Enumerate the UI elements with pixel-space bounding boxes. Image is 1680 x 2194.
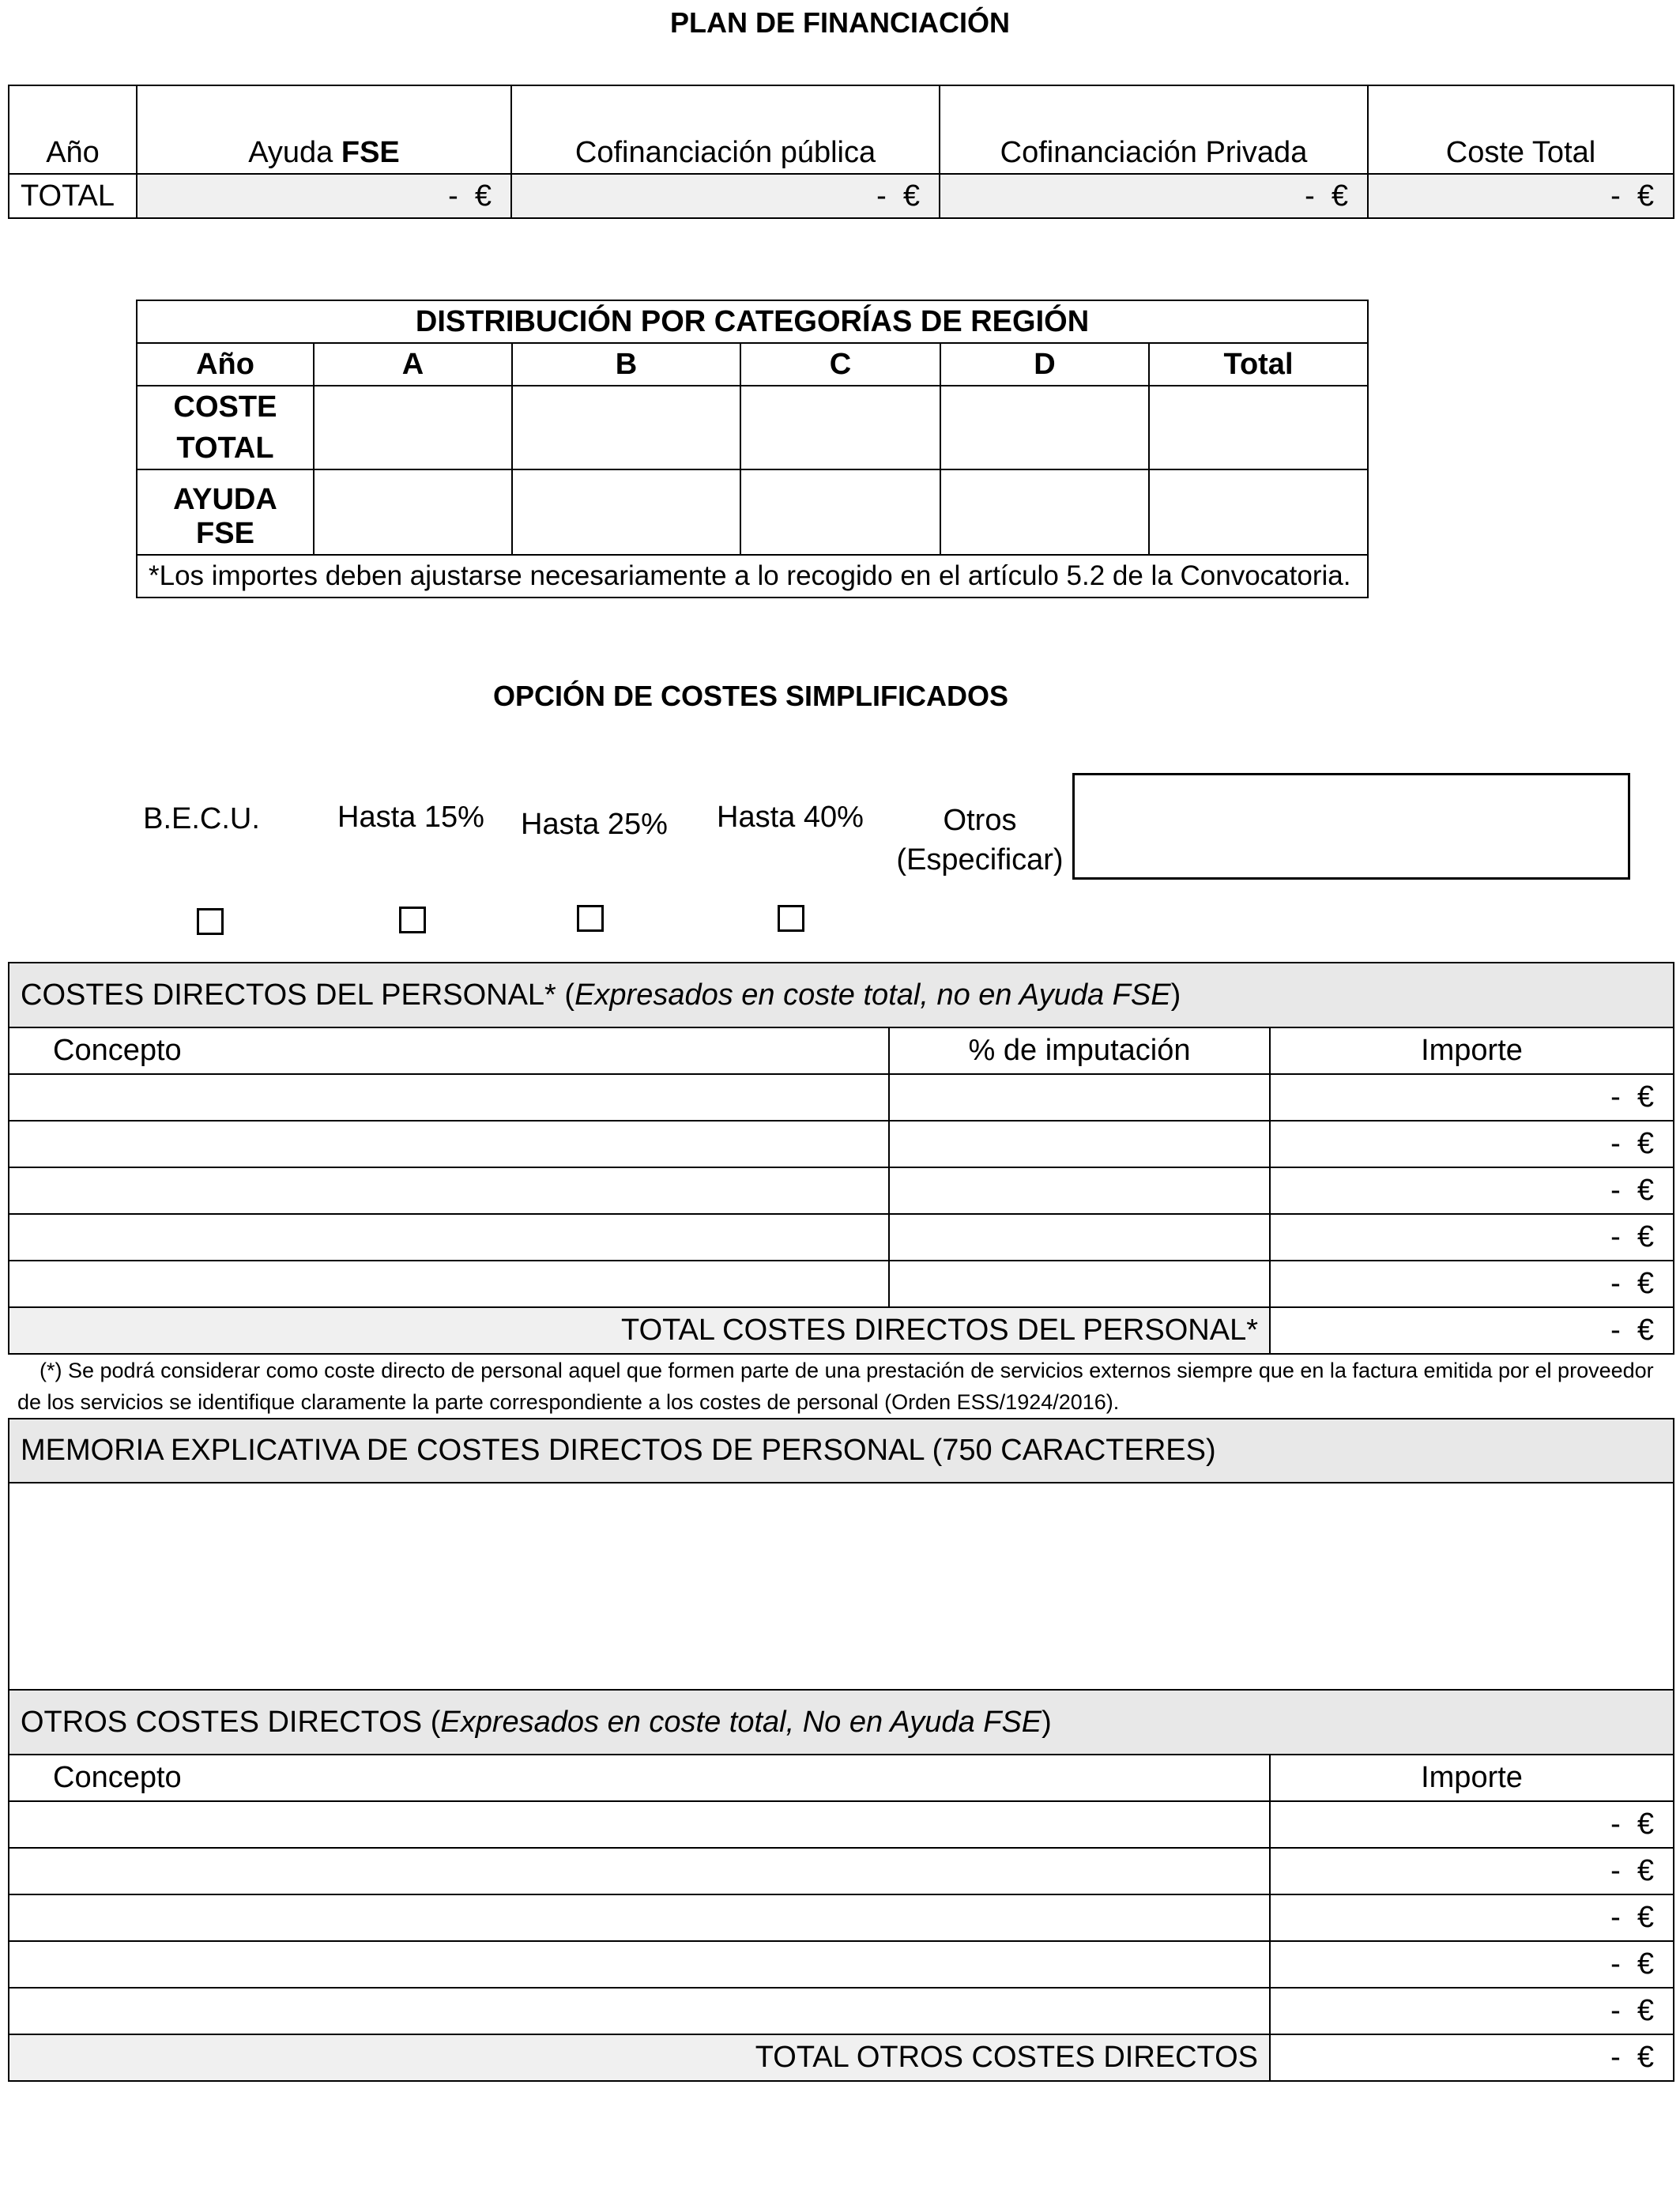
region-cell[interactable]	[314, 386, 512, 469]
plan-total-label: TOTAL	[9, 174, 137, 218]
memoria-section-header: MEMORIA EXPLICATIVA DE COSTES DIRECTOS DE PERSONAL (750 CARACTERES)	[9, 1419, 1674, 1483]
personal-imputacion-cell[interactable]	[889, 1261, 1270, 1307]
otros-specify-field[interactable]	[1072, 773, 1630, 880]
personal-imputacion-cell[interactable]	[889, 1074, 1270, 1121]
personal-concepto-cell[interactable]	[9, 1214, 889, 1261]
personal-importe-cell[interactable]: - €	[1270, 1167, 1674, 1214]
otros-total-label: TOTAL OTROS COSTES DIRECTOS	[9, 2034, 1270, 2081]
personal-table	[8, 962, 1674, 1355]
region-col-total: Total	[1149, 343, 1368, 386]
plan-col-cofin-privada: Cofinanciación Privada	[940, 85, 1368, 174]
otros-concepto-cell[interactable]	[9, 1801, 1270, 1848]
personal-concepto-cell[interactable]	[9, 1121, 889, 1167]
otros-concepto-cell[interactable]	[9, 1848, 1270, 1894]
region-col-b: B	[512, 343, 740, 386]
option-otros-label: Otros (Especificar)	[896, 804, 1064, 876]
otros-table	[8, 1689, 1674, 2082]
plan-total-cofin-publica[interactable]: - €	[511, 174, 940, 218]
otros-importe-cell[interactable]: - €	[1270, 1894, 1674, 1941]
personal-col-importe: Importe	[1270, 1027, 1674, 1074]
memoria-table	[8, 1418, 1674, 1691]
plan-title: PLAN DE FINANCIACIÓN	[670, 6, 1010, 39]
personal-total-label: TOTAL COSTES DIRECTOS DEL PERSONAL*	[9, 1307, 1270, 1354]
region-row-ayuda-fse: AYUDA FSE	[137, 469, 314, 555]
option-15-label: Hasta 15%	[337, 801, 484, 834]
option-40-label: Hasta 40%	[717, 801, 864, 834]
otros-total-value[interactable]: - €	[1270, 2034, 1674, 2081]
region-col-d: D	[940, 343, 1149, 386]
personal-total-value[interactable]: - €	[1270, 1307, 1674, 1354]
otros-col-concepto: Concepto	[9, 1755, 1270, 1801]
otros-importe-cell[interactable]: - €	[1270, 1941, 1674, 1988]
region-col-year: Año	[137, 343, 314, 386]
personal-concepto-cell[interactable]	[9, 1074, 889, 1121]
plan-col-cofin-publica: Cofinanciación pública	[511, 85, 940, 174]
region-cell[interactable]	[1149, 469, 1368, 555]
region-cell[interactable]	[940, 469, 1149, 555]
region-col-c: C	[740, 343, 940, 386]
region-title: DISTRIBUCIÓN POR CATEGORÍAS DE REGIÓN	[137, 300, 1368, 343]
otros-col-importe: Importe	[1270, 1755, 1674, 1801]
otros-importe-cell[interactable]: - €	[1270, 1988, 1674, 2034]
personal-col-imputacion: % de imputación	[889, 1027, 1270, 1074]
memoria-text-area[interactable]	[9, 1483, 1674, 1690]
plan-col-ayuda: Ayuda FSE	[137, 85, 511, 174]
personal-imputacion-cell[interactable]	[889, 1121, 1270, 1167]
region-cell[interactable]	[512, 386, 740, 469]
checkbox-becu[interactable]	[197, 908, 224, 935]
personal-importe-cell[interactable]: - €	[1270, 1261, 1674, 1307]
personal-footnote: (*) Se podrá considerar como coste directo de personal aquel que formen parte de una prestación de servicios externos siempre que en la factura emitida por el proveedor de los servicios se identifique claramente la parte correspondiente a los costes de personal (Orden ESS/1924/2016).	[17, 1359, 1654, 1414]
option-becu-label: B.E.C.U.	[143, 802, 260, 835]
otros-concepto-cell[interactable]	[9, 1894, 1270, 1941]
personal-section-header: COSTES DIRECTOS DEL PERSONAL* (Expresados en coste total, no en Ayuda FSE)	[9, 963, 1674, 1027]
personal-importe-cell[interactable]: - €	[1270, 1074, 1674, 1121]
personal-importe-cell[interactable]: - €	[1270, 1121, 1674, 1167]
otros-importe-cell[interactable]: - €	[1270, 1848, 1674, 1894]
plan-table	[8, 85, 1674, 219]
region-cell[interactable]	[1149, 386, 1368, 469]
region-table	[136, 300, 1369, 598]
personal-concepto-cell[interactable]	[9, 1261, 889, 1307]
plan-total-coste[interactable]: - €	[1368, 174, 1674, 218]
option-25-label: Hasta 25%	[521, 808, 668, 841]
personal-concepto-cell[interactable]	[9, 1167, 889, 1214]
region-cell[interactable]	[512, 469, 740, 555]
otros-importe-cell[interactable]: - €	[1270, 1801, 1674, 1848]
personal-imputacion-cell[interactable]	[889, 1167, 1270, 1214]
plan-col-coste-total: Coste Total	[1368, 85, 1674, 174]
checkbox-15[interactable]	[399, 907, 426, 933]
checkbox-25[interactable]	[577, 905, 604, 932]
checkbox-40[interactable]	[778, 905, 804, 932]
personal-col-concepto: Concepto	[9, 1027, 889, 1074]
personal-imputacion-cell[interactable]	[889, 1214, 1270, 1261]
region-cell[interactable]	[740, 386, 940, 469]
otros-concepto-cell[interactable]	[9, 1941, 1270, 1988]
region-cell[interactable]	[940, 386, 1149, 469]
region-col-a: A	[314, 343, 512, 386]
personal-importe-cell[interactable]: - €	[1270, 1214, 1674, 1261]
otros-section-header: OTROS COSTES DIRECTOS (Expresados en coste total, No en Ayuda FSE)	[9, 1690, 1674, 1755]
region-cell[interactable]	[314, 469, 512, 555]
region-note: *Los importes deben ajustarse necesariamente a lo recogido en el artículo 5.2 de la Convocatoria.	[137, 555, 1368, 598]
options-title: OPCIÓN DE COSTES SIMPLIFICADOS	[492, 680, 1009, 712]
plan-total-ayuda[interactable]: - €	[137, 174, 511, 218]
otros-concepto-cell[interactable]	[9, 1988, 1270, 2034]
plan-total-cofin-privada[interactable]: - €	[940, 174, 1368, 218]
region-row-coste-total: COSTE TOTAL	[137, 386, 314, 469]
region-cell[interactable]	[740, 469, 940, 555]
plan-col-year: Año	[9, 85, 137, 174]
